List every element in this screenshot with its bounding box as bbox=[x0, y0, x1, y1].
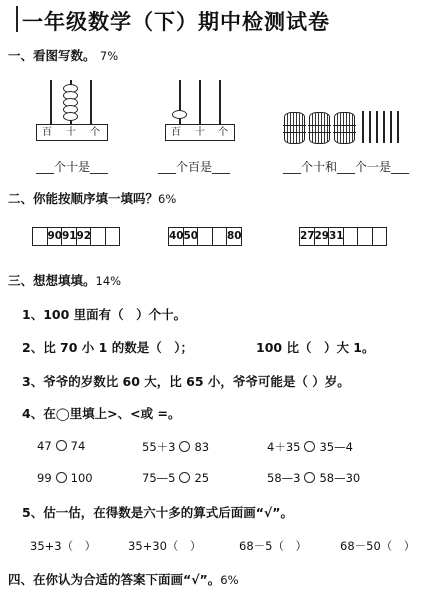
compare-item: 4＋35 35—4 bbox=[267, 440, 353, 454]
compare-circle[interactable] bbox=[179, 441, 190, 452]
section-2-title: 二、你能按顺序填一填吗？ bbox=[8, 191, 159, 206]
abacus-1-ones-label: 个 bbox=[90, 127, 100, 138]
estimate-item[interactable]: 35+3（ ） bbox=[30, 539, 97, 553]
compare-circle[interactable] bbox=[179, 472, 190, 483]
s1-answer-a: ___个十是___ bbox=[36, 160, 109, 174]
section-2-points: 6% bbox=[158, 192, 177, 206]
page-title: 一年级数学（下）期中检测试卷 bbox=[22, 10, 330, 34]
abacus-2-ones-label: 个 bbox=[218, 127, 228, 138]
estimate-item[interactable]: 35+30（ ） bbox=[128, 539, 202, 553]
seq3-cell: 27 bbox=[300, 230, 315, 242]
compare-item: 99 100 bbox=[37, 471, 93, 485]
compare-circle[interactable] bbox=[56, 472, 67, 483]
s1-answer-b: ___个百是___ bbox=[158, 160, 231, 174]
seq3-cell[interactable] bbox=[357, 228, 372, 245]
seq2-cell: 40 bbox=[169, 230, 184, 242]
section-4-points: 6% bbox=[220, 573, 239, 587]
section-3-points: 14% bbox=[95, 274, 122, 288]
abacus-1-tens-label: 十 bbox=[66, 127, 76, 138]
compare-circle[interactable] bbox=[304, 441, 315, 452]
section-1-heading bbox=[8, 46, 118, 64]
compare-item: 58—3 58—30 bbox=[267, 471, 361, 485]
compare-item: 47 74 bbox=[37, 439, 86, 453]
section-1-points: 7% bbox=[99, 49, 119, 63]
seq3-cell: 31 bbox=[328, 228, 343, 245]
q1-text: 1、100 里面有（ ）个十。 bbox=[22, 307, 187, 322]
q2-text-b: 100 比（ ）大 1。 bbox=[256, 340, 375, 355]
section-3-title: 三、想想填填。 bbox=[8, 273, 96, 288]
seq2-cell: 80 bbox=[226, 228, 241, 245]
sequence-row-3 bbox=[299, 227, 387, 246]
abacus-2-tens-label: 十 bbox=[195, 127, 205, 138]
seq2-cell[interactable] bbox=[212, 228, 227, 245]
section-2-heading bbox=[8, 189, 176, 207]
compare-circle[interactable] bbox=[304, 472, 315, 483]
seq1-cell: 91 bbox=[61, 228, 76, 245]
seq1-cell: 90 bbox=[47, 228, 62, 245]
seq1-cell[interactable] bbox=[33, 228, 47, 245]
section-3-heading bbox=[8, 271, 121, 289]
compare-item: 75—5 25 bbox=[142, 471, 210, 485]
estimate-item[interactable]: 68－5（ ） bbox=[239, 539, 307, 553]
seq3-cell[interactable] bbox=[372, 228, 387, 245]
q3-text: 3、爷爷的岁数比 60 大，比 65 小，爷爷可能是（ ）岁。 bbox=[22, 374, 350, 389]
q4-text: 4、在◯里填上>、<或 =。 bbox=[22, 406, 181, 421]
compare-circle[interactable] bbox=[56, 440, 67, 451]
sequence-row-1 bbox=[32, 227, 120, 246]
seq3-cell[interactable] bbox=[343, 228, 358, 245]
seq1-cell[interactable] bbox=[90, 228, 105, 245]
q5-text: 5、估一估，在得数是六十多的算式后面画“√”。 bbox=[22, 505, 293, 520]
sequence-row-2 bbox=[168, 227, 242, 246]
seq2-cell[interactable] bbox=[197, 228, 212, 245]
seq3-cell: 29 bbox=[314, 228, 329, 245]
abacus-1-hundreds-label: 百 bbox=[42, 127, 52, 138]
section-4-title: 四、在你认为合适的答案下面画“√”。 bbox=[8, 572, 221, 587]
compare-item: 55＋3 83 bbox=[142, 440, 210, 454]
estimate-item[interactable]: 68－50（ ） bbox=[340, 539, 416, 553]
q2-text-a: 2、比 70 小 1 的数是（ ）； bbox=[22, 340, 193, 355]
seq1-cell: 92 bbox=[76, 228, 91, 245]
s1-answer-c: ___个十和___个一是___ bbox=[283, 160, 410, 174]
abacus-2-hundreds-label: 百 bbox=[171, 127, 181, 138]
seq2-cell: 50 bbox=[183, 228, 198, 245]
section-4-heading bbox=[8, 570, 239, 588]
seq1-cell[interactable] bbox=[105, 228, 120, 245]
text-cursor bbox=[16, 6, 18, 32]
section-1-title: 一、看图写数。 bbox=[8, 48, 96, 63]
